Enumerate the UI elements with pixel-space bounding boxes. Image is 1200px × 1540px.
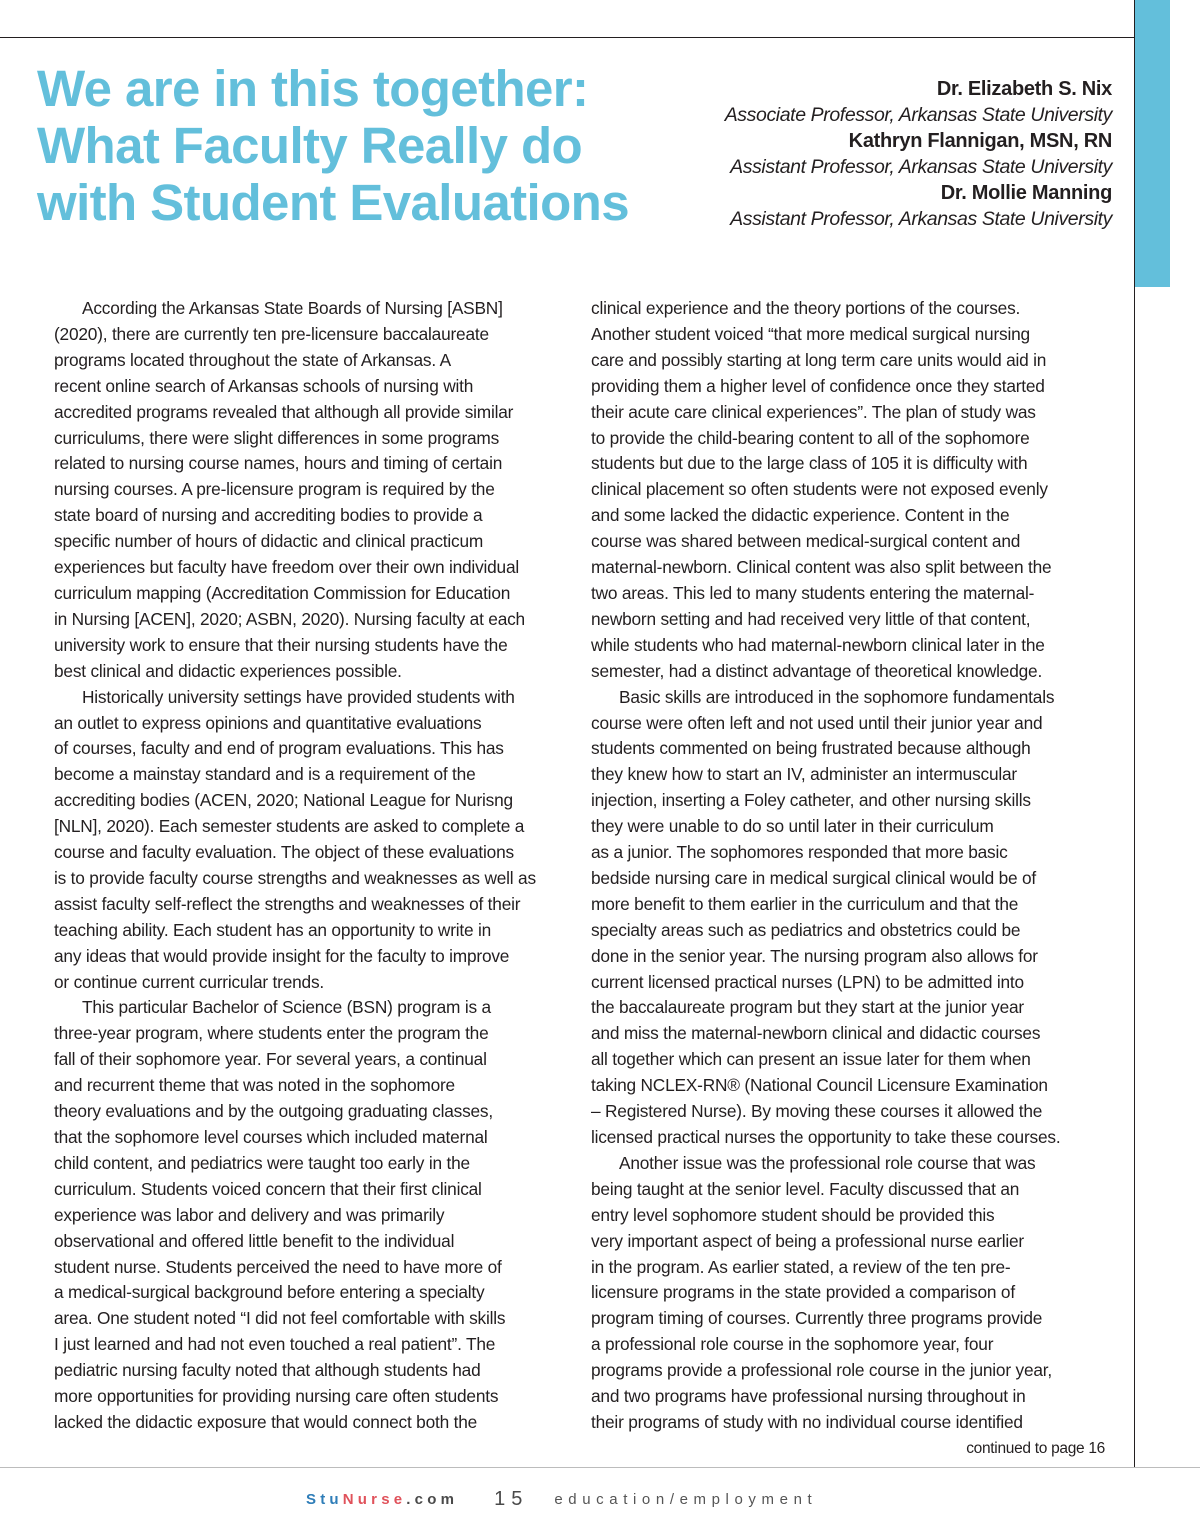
text-line: Another student voiced “that more medical surgical nursing: [591, 323, 1030, 344]
body-column-right: [591, 296, 1111, 1436]
text-line: (2020), there are currently ten pre-licensure baccalaureate: [54, 323, 489, 344]
text-line: teaching ability. Each student has an opportunity to write in: [54, 919, 492, 940]
text-line: lacked the didactic exposure that would connect both the: [54, 1411, 478, 1432]
text-line: – Registered Nurse). By moving these courses it allowed the: [591, 1101, 1043, 1122]
text-line: related to nursing course names, hours and timing of certain: [54, 453, 503, 474]
text-line: they knew how to start an IV, administer an intermuscular: [591, 764, 1017, 785]
footer-rule: [0, 1467, 1200, 1468]
text-line: clinical placement so often students were not exposed evenly: [591, 479, 1048, 500]
author-name: Dr. Mollie Manning: [940, 182, 1112, 204]
text-line: more benefit to them earlier in the curriculum and that the: [591, 893, 1019, 914]
title-line: with Student Evaluations: [37, 174, 629, 231]
text-line: recent online search of Arkansas schools of nursing with: [54, 375, 474, 396]
text-line: and two programs have professional nursing throughout in: [591, 1386, 1026, 1407]
text-line: university work to ensure that their nursing students have the: [54, 634, 508, 655]
text-line: done in the senior year. The nursing program also allows for: [591, 945, 1038, 966]
title-line: What Faculty Really do: [37, 117, 583, 174]
author-block: [692, 76, 1112, 232]
text-line: nursing courses. A pre-licensure program is required by the: [54, 479, 495, 500]
text-line: bedside nursing care in medical surgical clinical would be of: [591, 867, 1037, 888]
text-line: and recurrent theme that was noted in the sophomore: [54, 1075, 455, 1096]
text-line: three-year program, where students enter the program the: [54, 1023, 489, 1044]
text-line: students but due to the large class of 105 it is difficulty with: [591, 453, 1028, 474]
text-line: clinical experience and the theory portions of the courses.: [591, 298, 1021, 318]
text-line: experience was labor and delivery and was primarily: [54, 1204, 445, 1225]
text-line: two areas. This led to many students entering the maternal-: [591, 582, 1035, 603]
text-line: state board of nursing and accrediting bodies to provide a: [54, 505, 483, 526]
logo-part-com: .com: [406, 1490, 459, 1508]
top-rule: [0, 37, 1134, 38]
accent-side-bar: [1135, 0, 1170, 287]
text-line: providing them a higher level of confidence once they started: [591, 375, 1045, 396]
text-line: theory evaluations and by the outgoing graduating classes,: [54, 1101, 493, 1122]
text-line: programs provide a professional role course in the junior year,: [591, 1360, 1052, 1381]
text-line: curriculum mapping (Accreditation Commission for Education: [54, 582, 511, 603]
logo-part-stu: Stu: [306, 1490, 343, 1508]
author-role: Associate Professor, Arkansas State University: [724, 104, 1112, 126]
text-line: a professional role course in the sophomore year, four: [591, 1334, 994, 1355]
text-line: licensed practical nurses the opportunity to take these courses.: [591, 1127, 1061, 1147]
text-line: current licensed practical nurses (LPN) to be admitted into: [591, 971, 1024, 992]
paragraph-first-line: According the Arkansas State Boards of Nursing [ASBN]: [82, 298, 503, 318]
text-line: that the sophomore level courses which included maternal: [54, 1127, 488, 1147]
page-number: 15: [494, 1487, 529, 1510]
text-line: an outlet to express opinions and quantitative evaluations: [54, 712, 482, 733]
text-line: become a mainstay standard and is a requirement of the: [54, 764, 476, 785]
logo-part-nurse: Nurse: [342, 1490, 407, 1508]
text-line: they were unable to do so until later in their curriculum: [591, 816, 994, 837]
body-column-left: [54, 296, 574, 1436]
author-name: Dr. Elizabeth S. Nix: [936, 78, 1112, 100]
text-line: taking NCLEX-RN® (National Council Licensure Examination: [591, 1075, 1048, 1096]
text-line: maternal-newborn. Clinical content was also split between the: [591, 557, 1052, 578]
text-line: the baccalaureate program but they start at the junior year: [591, 997, 1024, 1018]
author-role: Assistant Professor, Arkansas State University: [730, 156, 1112, 178]
text-line: as a junior. The sophomores responded that more basic: [591, 842, 1008, 863]
text-line: while students who had maternal-newborn clinical later in the: [591, 634, 1045, 655]
text-line: accredited programs revealed that although all provide similar: [54, 401, 514, 422]
text-line: experiences but faculty have freedom over their own individual: [54, 557, 520, 578]
text-line: in Nursing [ACEN], 2020; ASBN, 2020). Nursing faculty at each: [54, 608, 525, 629]
text-line: of courses, faculty and end of program evaluations. This has: [54, 738, 504, 759]
text-line: area. One student noted “I did not feel comfortable with skills: [54, 1308, 506, 1329]
text-line: newborn setting and had received very little of that content,: [591, 608, 1031, 629]
continued-note: continued to page 16: [966, 1440, 1105, 1457]
text-line: is to provide faculty course strengths and weaknesses as well as: [54, 867, 536, 888]
text-line: and miss the maternal-newborn clinical and didactic courses: [591, 1023, 1041, 1044]
text-line: I just learned and had not even touched a real patient”. The: [54, 1334, 496, 1355]
text-line: [NLN], 2020). Each semester students are asked to complete a: [54, 816, 525, 837]
paragraph-first-line: Another issue was the professional role course that was: [619, 1152, 1036, 1173]
title-line: We are in this together:: [37, 60, 589, 117]
text-line: their acute care clinical experiences”. The plan of study was: [591, 401, 1036, 422]
text-line: their programs of study with no individual course identified: [591, 1411, 1023, 1432]
text-line: injection, inserting a Foley catheter, and other nursing skills: [591, 790, 1031, 811]
author-role: Assistant Professor, Arkansas State University: [730, 208, 1112, 230]
text-line: licensure programs in the state provided a comparison of: [591, 1282, 1015, 1303]
text-line: to provide the child-bearing content to all of the sophomore: [591, 427, 1030, 448]
text-line: all together which can present an issue later for them when: [591, 1049, 1031, 1070]
author-name: Kathryn Flannigan, MSN, RN: [848, 130, 1112, 152]
paragraph-first-line: Historically university settings have provided students with: [82, 686, 515, 707]
text-line: students commented on being frustrated because although: [591, 738, 1031, 759]
text-line: fall of their sophomore year. For several years, a continual: [54, 1049, 487, 1070]
text-line: semester, had a distinct advantage of theoretical knowledge.: [591, 660, 1043, 681]
text-line: student nurse. Students perceived the need to have more of: [54, 1256, 502, 1277]
text-line: best clinical and didactic experiences possible.: [54, 660, 402, 681]
text-line: entry level sophomore student should be provided this: [591, 1204, 995, 1225]
text-line: specific number of hours of didactic and clinical practicum: [54, 531, 484, 552]
text-line: or continue current curricular trends.: [54, 971, 324, 992]
page-footer: [306, 1486, 817, 1512]
text-line: a medical-surgical background before entering a specialty: [54, 1282, 485, 1303]
text-line: in the program. As earlier stated, a review of the ten pre-: [591, 1256, 1011, 1277]
text-line: being taught at the senior level. Faculty discussed that an: [591, 1178, 1020, 1199]
paragraph-first-line: Basic skills are introduced in the sophomore fundamentals: [619, 686, 1055, 707]
text-line: programs located throughout the state of Arkansas. A: [54, 349, 451, 370]
text-line: and some lacked the didactic experience. Content in the: [591, 505, 1010, 526]
text-line: care and possibly starting at long term care units would aid in: [591, 349, 1047, 370]
paragraph-first-line: This particular Bachelor of Science (BSN) program is a: [82, 997, 491, 1018]
section-label: education/employment: [554, 1490, 818, 1508]
text-line: assist faculty self-reflect the strengths and weaknesses of their: [54, 893, 521, 914]
text-line: any ideas that would provide insight for the faculty to improve: [54, 945, 510, 966]
text-line: pediatric nursing faculty noted that although students had: [54, 1360, 481, 1381]
text-line: more opportunities for providing nursing care often students: [54, 1386, 499, 1407]
text-line: course and faculty evaluation. The object of these evaluations: [54, 842, 514, 863]
text-line: observational and offered little benefit to the individual: [54, 1230, 455, 1251]
text-line: accrediting bodies (ACEN, 2020; National League for Nurisng: [54, 790, 513, 811]
text-line: child content, and pediatrics were taught too early in the: [54, 1152, 470, 1173]
text-line: curriculums, there were slight differences in some programs: [54, 427, 500, 448]
article-title: [37, 60, 697, 231]
text-line: course were often left and not used until their junior year and: [591, 712, 1043, 733]
text-line: specialty areas such as pediatrics and obstetrics could be: [591, 919, 1021, 940]
stunurse-logo[interactable]: [306, 1491, 458, 1508]
text-line: program timing of courses. Currently three programs provide: [591, 1308, 1043, 1329]
text-line: curriculum. Students voiced concern that their first clinical: [54, 1178, 482, 1199]
text-line: very important aspect of being a professional nurse earlier: [591, 1230, 1024, 1251]
text-line: course was shared between medical-surgical content and: [591, 531, 1021, 552]
